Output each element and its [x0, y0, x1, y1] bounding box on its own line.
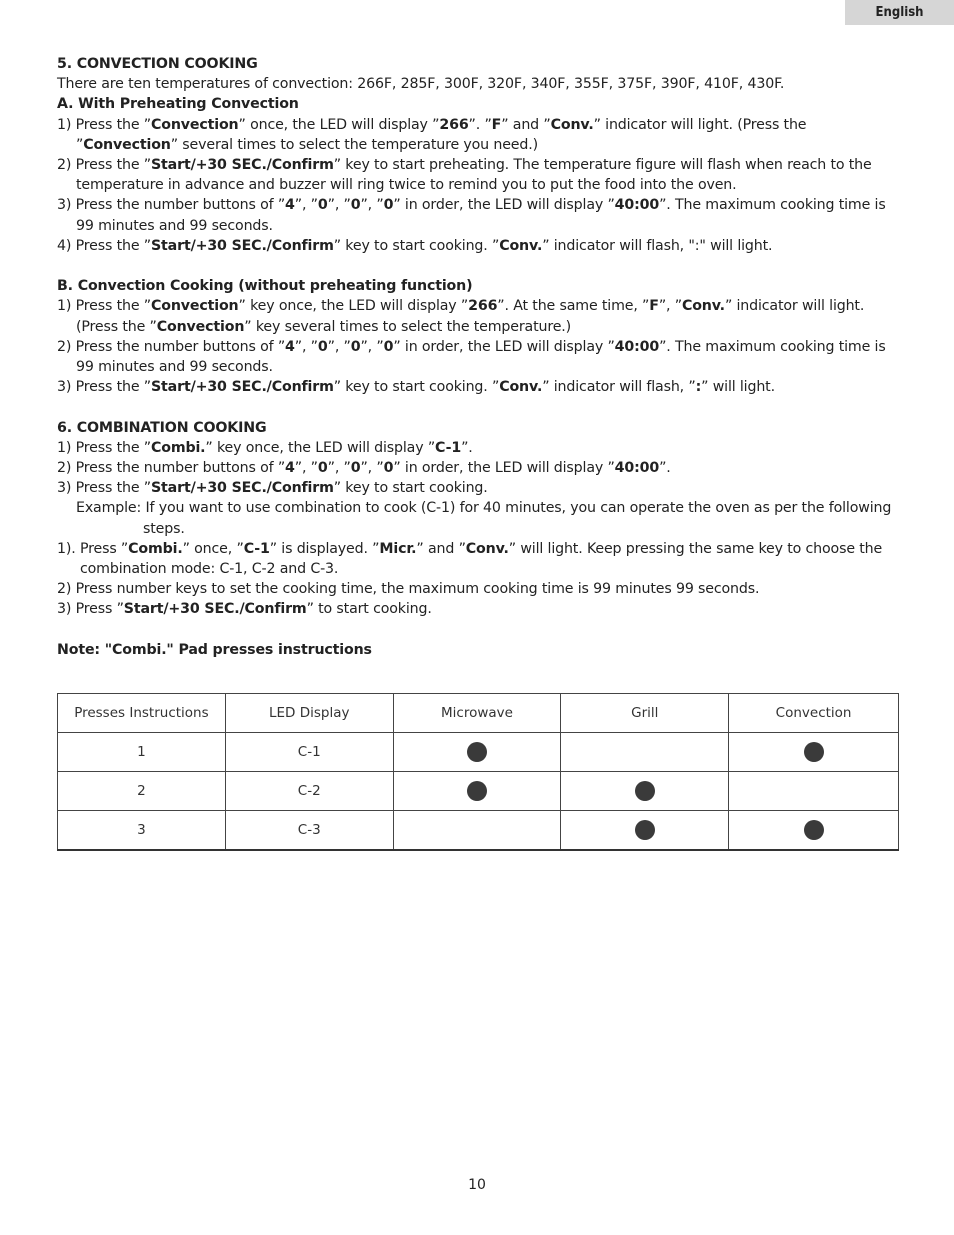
example-text: Example: If you want to use combination to cook (C-1) for 40 minutes, you can operate the oven as per the following steps. [76, 500, 892, 537]
header-led-display: LED Display [225, 694, 393, 733]
cell-grill [561, 733, 729, 772]
section-5-title: 5. CONVECTION COOKING [57, 56, 258, 72]
cell-led: C-2 [225, 772, 393, 811]
cell-press: 3 [58, 811, 226, 851]
table-row [58, 772, 899, 811]
header-grill: Grill [561, 694, 729, 733]
step-c3: 3) Press the ”Start/+30 SEC./Confirm” key to start cooking. [57, 480, 488, 497]
step-c1: 1) Press the ”Combi.” key once, the LED will display ”C-1”. [57, 439, 473, 456]
filled-circle-icon [635, 820, 655, 840]
section-5-intro: There are ten temperatures of convection: 266F, 285F, 300F, 320F, 340F, 355F, 375F, 390F, 410F, 430F. [57, 76, 785, 93]
filled-circle-icon [467, 781, 487, 801]
table-row [58, 811, 899, 851]
example-step-1: 1). Press ”Combi.” once, ”C-1” is displayed. ”Micr.” and ”Conv.” will light. Keep pressing the same key to choose the combination mode: C-1, C-2 and C-3. [57, 540, 883, 578]
example-step-2: 2) Press number keys to set the cooking time, the maximum cooking time is 99 minutes 99 seconds. [57, 581, 760, 598]
manual-content [57, 54, 899, 660]
cell-grill [561, 772, 729, 811]
cell-microwave [393, 733, 561, 772]
filled-circle-icon [804, 820, 824, 840]
subsection-b-title: B. Convection Cooking (without preheating function) [57, 278, 473, 295]
step-b1: 1) Press the ”Convection” key once, the LED will display ”266”. At the same time, ”F”, ”Conv.” indicator will light. (Press the ”Convection” key several times to select the temperature.) [57, 298, 865, 335]
cell-microwave [393, 811, 561, 851]
cell-led: C-3 [225, 811, 393, 851]
filled-circle-icon [635, 781, 655, 801]
note-title: Note: "Combi." Pad presses instructions [57, 641, 372, 658]
example-step-3: 3) Press ”Start/+30 SEC./Confirm” to start cooking. [57, 601, 432, 618]
cell-convection [729, 811, 899, 851]
cell-press: 2 [58, 772, 226, 811]
cell-convection [729, 733, 899, 772]
filled-circle-icon [467, 742, 487, 762]
header-presses: Presses Instructions [58, 694, 226, 733]
step-a4: 4) Press the ”Start/+30 SEC./Confirm” key to start cooking. ”Conv.” indicator will flash, ":" will light. [57, 237, 773, 254]
step-c2: 2) Press the number buttons of ”4”, ”0”, ”0”, ”0” in order, the LED will display ”40:00”. [57, 460, 671, 477]
cell-microwave [393, 772, 561, 811]
cell-convection [729, 772, 899, 811]
cell-grill [561, 811, 729, 851]
step-a1: 1) Press the ”Convection” once, the LED will display ”266”. ”F” and ”Conv.” indicator will light. (Press the ”Convection” several times to select the temperature you need.) [57, 116, 807, 153]
header-microwave: Microwave [393, 694, 561, 733]
cell-led: C-1 [225, 733, 393, 772]
filled-circle-icon [804, 742, 824, 762]
table-row [58, 733, 899, 772]
step-b3: 3) Press the ”Start/+30 SEC./Confirm” key to start cooking. ”Conv.” indicator will flash, ”:” will light. [57, 379, 775, 396]
combi-presses-table [57, 693, 899, 851]
table-header-row [58, 694, 899, 733]
spacer [57, 620, 899, 640]
step-a3: 3) Press the number buttons of ”4”, ”0”, ”0”, ”0” in order, the LED will display ”40:00”. The maximum cooking time is 99 minutes and 99 seconds. [57, 197, 886, 234]
spacer [57, 256, 899, 276]
step-a2: 2) Press the ”Start/+30 SEC./Confirm” key to start preheating. The temperature figure will flash when reach to the temperature in advance and buzzer will ring twice to remind you to put the food into the oven. [57, 157, 872, 194]
step-b2: 2) Press the number buttons of ”4”, ”0”, ”0”, ”0” in order, the LED will display ”40:00”. The maximum cooking time is 99 minutes and 99 seconds. [57, 338, 886, 376]
language-tab: English [845, 0, 954, 25]
spacer [57, 397, 899, 417]
subsection-a-title: A. With Preheating Convection [57, 96, 299, 113]
page-number: 10 [468, 1177, 486, 1193]
section-6-title: 6. COMBINATION COOKING [57, 419, 267, 436]
header-convection: Convection [729, 694, 899, 733]
cell-press: 1 [58, 733, 226, 772]
